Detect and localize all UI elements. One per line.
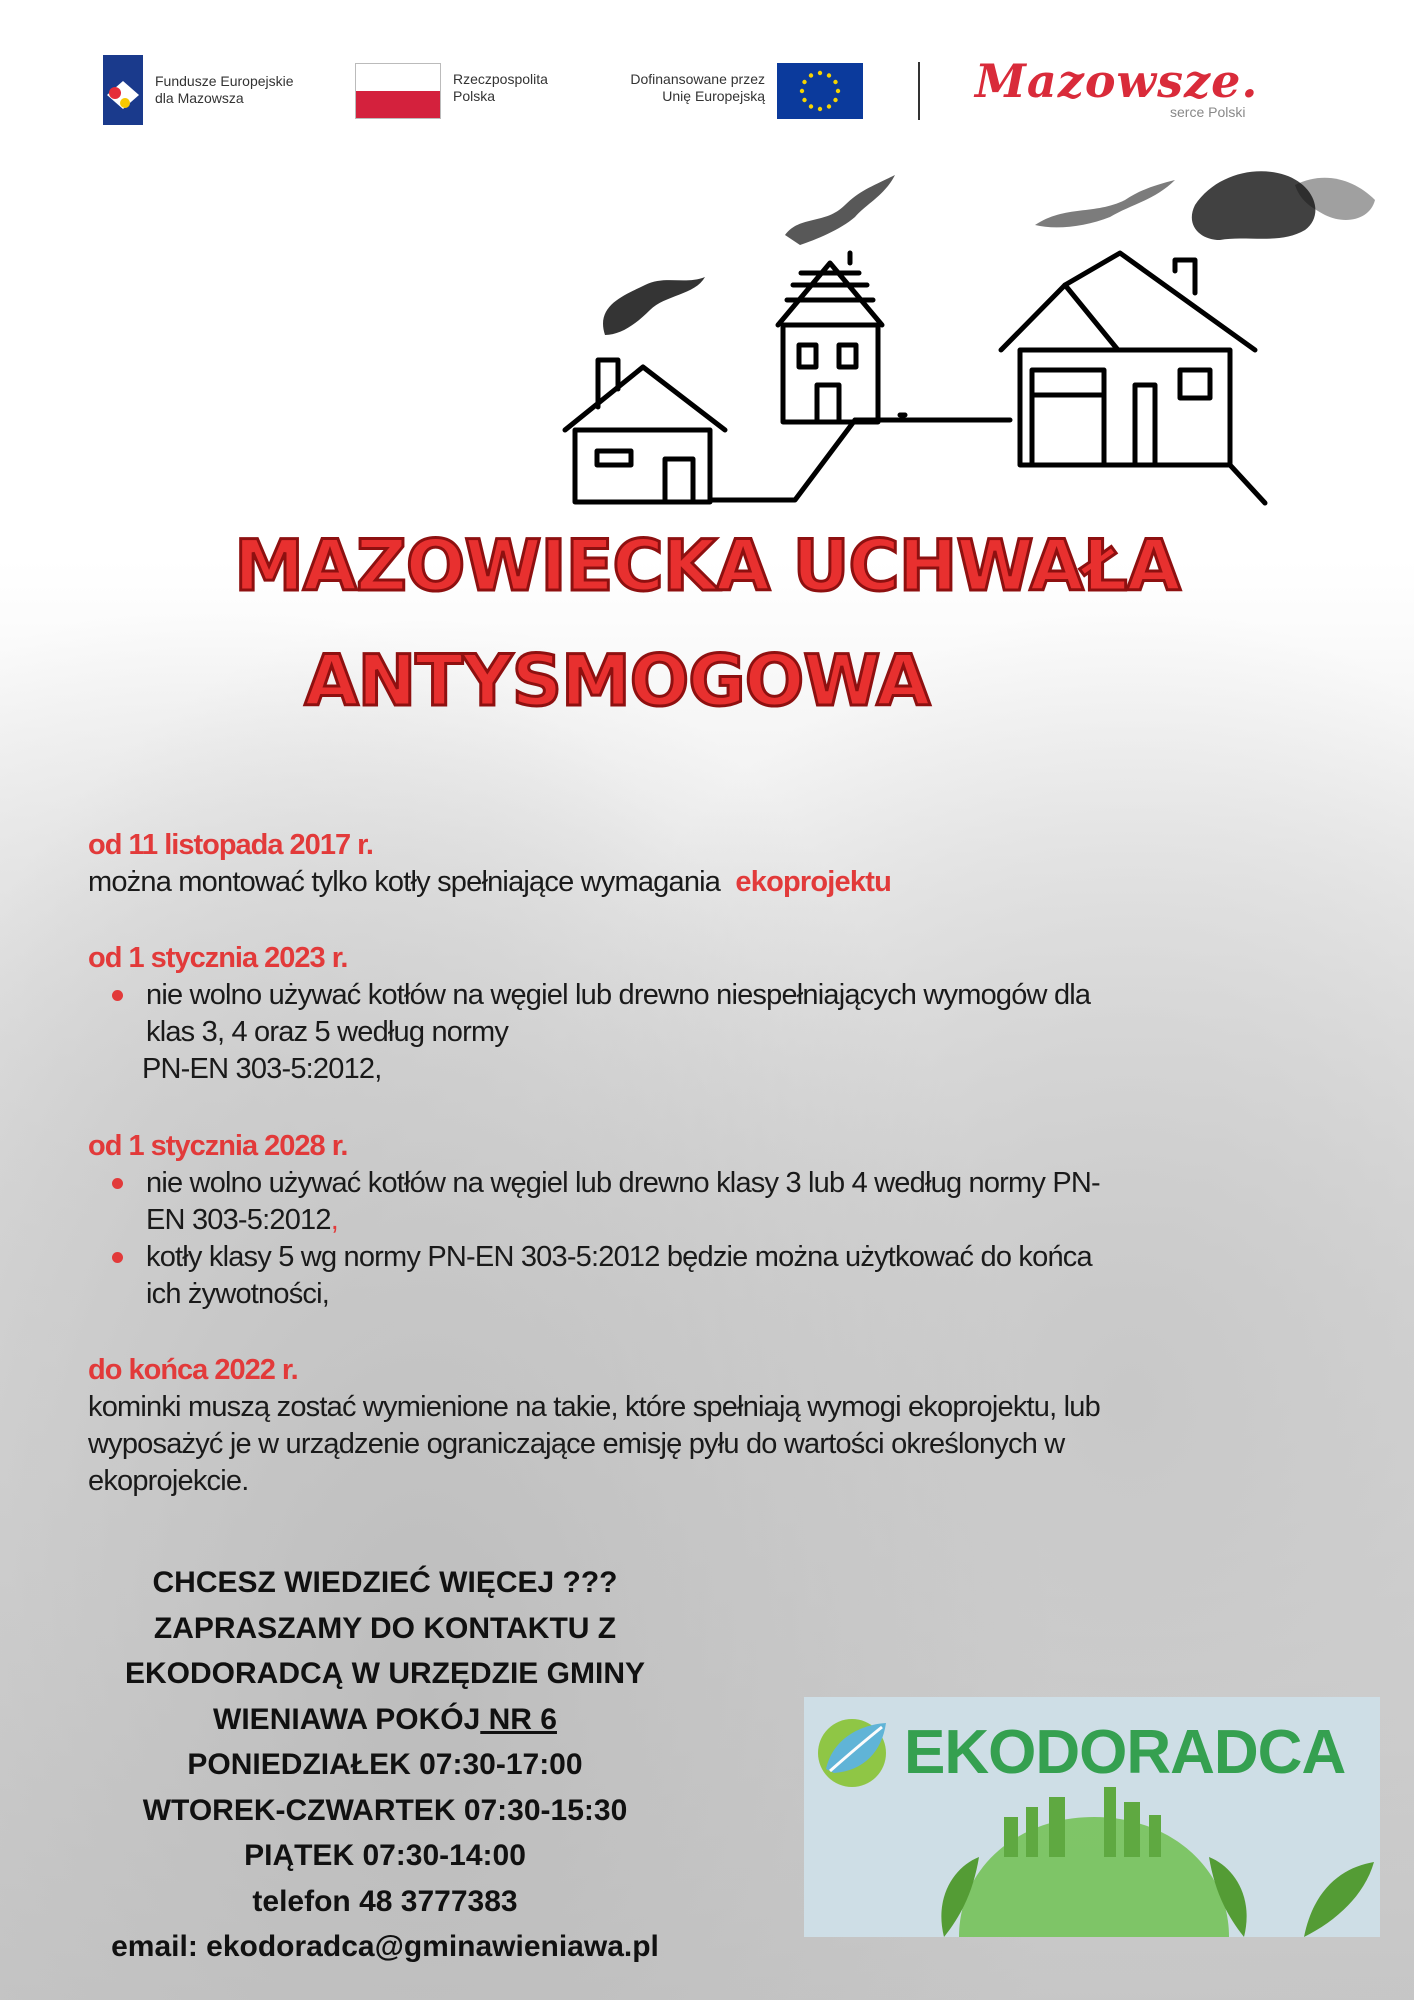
section-2023 bbox=[88, 940, 1268, 1088]
list-2023 bbox=[88, 977, 1268, 1088]
ekodoradca-word: EKODORADCA bbox=[904, 1718, 1346, 1787]
section-2017 bbox=[88, 827, 1268, 901]
mazowsze-logo bbox=[975, 50, 1295, 130]
title-line1: MAZOWIECKA UCHWAŁA bbox=[234, 525, 1180, 607]
date-2023: od 1 stycznia 2023 r. bbox=[88, 942, 348, 974]
text-2022-line1: kominki muszą zostać wymienione na takie, które spełniają wymogi ekoprojektu, lub bbox=[88, 1391, 1100, 1423]
date-2017: od 11 listopada 2017 r. bbox=[88, 829, 373, 861]
fe-line1: Fundusze Europejskie bbox=[155, 73, 294, 89]
contact-line7: PIĄTEK 07:30-14:00 bbox=[244, 1839, 526, 1872]
eu-line2: Unię Europejską bbox=[662, 88, 765, 104]
text-2017 bbox=[88, 864, 1268, 901]
text-2022-line3: ekoprojekcie. bbox=[88, 1465, 249, 1497]
eu-logo bbox=[600, 63, 870, 121]
room-number: NR 6 bbox=[480, 1702, 557, 1736]
rp-line2: Polska bbox=[453, 88, 496, 104]
fundusze-europejskie-logo bbox=[100, 53, 360, 127]
leaf-icon bbox=[812, 1711, 896, 1791]
logo-bar bbox=[100, 50, 1290, 130]
list-2028 bbox=[88, 1165, 1268, 1313]
fe-star-icon bbox=[103, 55, 143, 125]
list-item: nie wolno używać kotłów na węgiel lub drewno niespełniających wymogów dla klas 3, 4 oraz 5 według normy PN-EN 303-5:2012, bbox=[88, 977, 1268, 1088]
title-line2: ANTYSMOGOWA bbox=[304, 640, 930, 722]
contact-line5: PONIEDZIAŁEK 07:30-17:00 bbox=[187, 1748, 583, 1781]
ekodoradca-logo bbox=[804, 1697, 1380, 1937]
contact-block bbox=[55, 1560, 715, 1970]
contact-phone: telefon 48 3777383 bbox=[252, 1884, 518, 1918]
contact-line2: ZAPRASZAMY DO KONTAKTU Z bbox=[153, 1611, 617, 1645]
text-2022-line2: wyposażyć je w urządzenie ograniczające emisję pyłu do wartości określonych w bbox=[88, 1428, 1065, 1460]
poland-flag-icon bbox=[355, 63, 441, 119]
list-item: kotły klasy 5 wg normy PN-EN 303-5:2012 będzie można użytkować do końca ich żywotności, bbox=[88, 1239, 1268, 1313]
logo-divider bbox=[918, 62, 920, 120]
ekoprojekt-highlight: ekoprojektu bbox=[735, 866, 891, 898]
mazowsze-word: Mazowsze. bbox=[975, 54, 1259, 108]
mazowsze-sub: serce Polski bbox=[1170, 104, 1246, 120]
contact-email: email: ekodoradca@gminawieniawa.pl bbox=[111, 1930, 659, 1963]
houses-smoke-illustration bbox=[555, 145, 1385, 515]
bullet-icon bbox=[112, 1252, 123, 1263]
list-item: nie wolno używać kotłów na węgiel lub drewno klasy 3 lub 4 według normy PN- EN 303-5:2012, bbox=[88, 1165, 1268, 1239]
rzeczpospolita-logo bbox=[355, 63, 585, 121]
date-2028: od 1 stycznia 2028 r. bbox=[88, 1130, 348, 1162]
date-2022: do końca 2022 r. bbox=[88, 1354, 298, 1386]
section-2028 bbox=[88, 1128, 1268, 1313]
text-2017-main: można montować tylko kotły spełniające wymagania bbox=[88, 866, 728, 898]
eu-flag-icon bbox=[777, 63, 863, 119]
contact-line6: WTOREK-CZWARTEK 07:30-15:30 bbox=[142, 1793, 628, 1827]
contact-line3: EKODORADCĄ W URZĘDZIE GMINY bbox=[125, 1657, 645, 1690]
rp-line1: Rzeczpospolita bbox=[453, 71, 548, 87]
section-2022 bbox=[88, 1352, 1268, 1500]
contact-line4: WIENIAWA POKÓJ NR 6 bbox=[213, 1702, 557, 1736]
eu-line1: Dofinansowane przez bbox=[630, 71, 765, 87]
contact-line1: CHCESZ WIEDZIEĆ WIĘCEJ ??? bbox=[152, 1566, 618, 1599]
bullet-icon bbox=[112, 990, 123, 1001]
green-globe-icon bbox=[804, 1787, 1380, 1937]
bullet-icon bbox=[112, 1178, 123, 1189]
fe-line2: dla Mazowsza bbox=[155, 90, 244, 106]
